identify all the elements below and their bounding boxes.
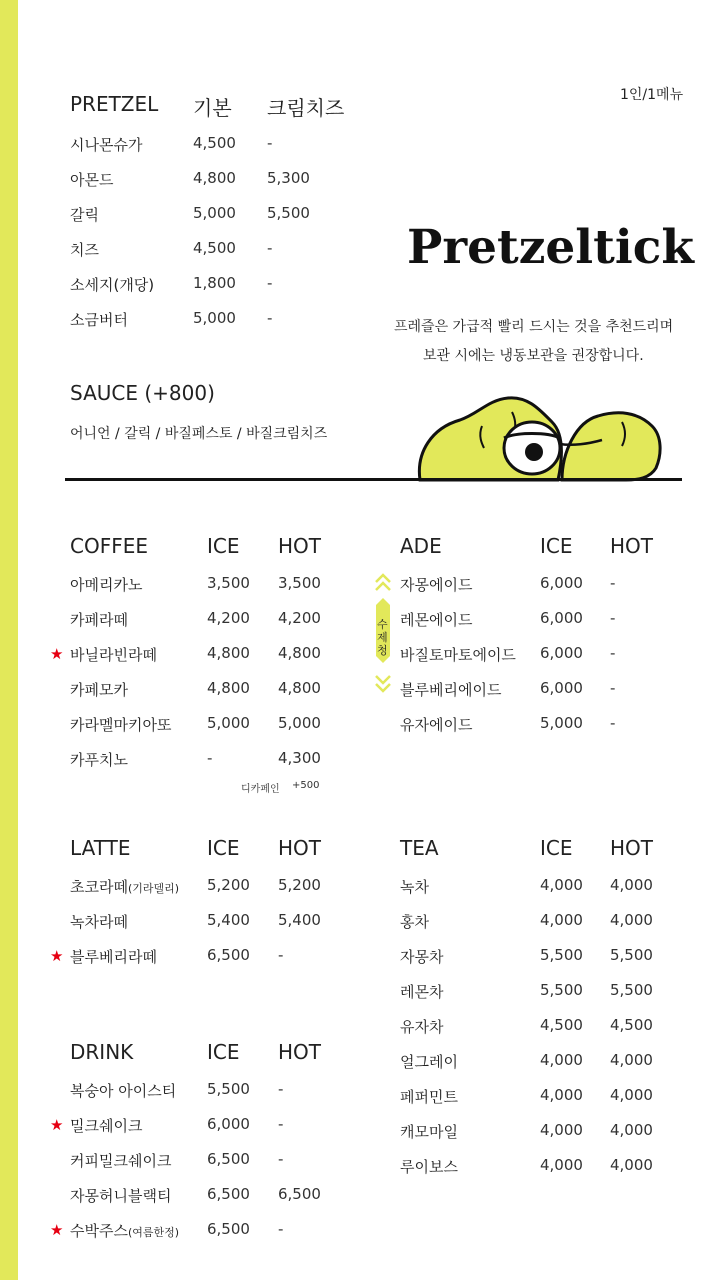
menu-item-price-ice: - [207, 749, 213, 767]
menu-item-price-ice: 5,000 [207, 714, 250, 732]
menu-item-name: 바닐라빈라떼 [70, 646, 157, 664]
menu-item-name: 복숭아 아이스티 [70, 1082, 177, 1100]
menu-item-name: 카라멜마키아또 [70, 716, 172, 734]
pretzel-col-basic: 기본 [193, 96, 232, 120]
menu-item-name: 블루베리라떼 [70, 948, 157, 966]
pretzel-title: PRETZEL [70, 92, 159, 116]
menu-item-price-cream: - [267, 309, 273, 327]
menu-item-price-basic: 4,500 [193, 239, 236, 257]
accent-side-bar [0, 0, 18, 1280]
menu-item-name: 자몽허니블랙티 [70, 1187, 172, 1205]
coffee-title: COFFEE [70, 534, 148, 558]
menu-item-name: 아몬드 [70, 171, 114, 189]
menu-item-price-ice: 6,500 [207, 1220, 250, 1238]
menu-item-sub: (여름한정) [127, 1226, 180, 1239]
menu-item-name: 페퍼민트 [400, 1088, 458, 1106]
menu-item-price-ice: 5,400 [207, 911, 250, 929]
menu-item-price-ice: 6,500 [207, 1150, 250, 1168]
menu-item-price-ice: 4,800 [207, 679, 250, 697]
menu-item-price-cream: - [267, 274, 273, 292]
sauce-list: 어니언 / 갈릭 / 바질페스토 / 바질크림치즈 [70, 426, 328, 442]
menu-item-price-hot: 5,500 [610, 981, 653, 999]
notice-line-2: 보관 시에는 냉동보관을 권장합니다. [423, 348, 644, 364]
menu-item-name [70, 876, 179, 897]
latte-title: LATTE [70, 836, 131, 860]
menu-item-price-hot: - [278, 1150, 284, 1168]
menu-item-price-ice: 6,000 [207, 1115, 250, 1133]
coffee-col-hot: HOT [278, 534, 321, 558]
badge-char: 제 [377, 631, 388, 644]
menu-item-price-hot: 4,500 [610, 1016, 653, 1034]
latte-col-hot: HOT [278, 836, 321, 860]
menu-item-price-hot: - [610, 679, 616, 697]
menu-item-price-ice: 5,500 [207, 1080, 250, 1098]
section-divider [65, 478, 682, 481]
menu-item-name: 카페라떼 [70, 611, 128, 629]
decaf-price: +500 [292, 780, 320, 791]
menu-item-name: 카페모카 [70, 681, 128, 699]
drink-col-ice: ICE [207, 1040, 240, 1064]
coffee-col-ice: ICE [207, 534, 240, 558]
menu-item-name: 아메리카노 [70, 576, 143, 594]
menu-item-price-ice: 3,500 [207, 574, 250, 592]
pretzel-col-creamcheese: 크림치즈 [267, 96, 345, 120]
menu-item-price-cream: - [267, 134, 273, 152]
menu-item-price-ice: 5,200 [207, 876, 250, 894]
menu-item-price-ice: 4,500 [540, 1016, 583, 1034]
menu-item-name: 자몽차 [400, 948, 444, 966]
menu-item-price-ice: 5,500 [540, 946, 583, 964]
menu-item-price-ice: 5,000 [540, 714, 583, 732]
menu-item-price-hot: 4,000 [610, 1121, 653, 1139]
latte-col-ice: ICE [207, 836, 240, 860]
tea-col-ice: ICE [540, 836, 573, 860]
menu-item-price-basic: 1,800 [193, 274, 236, 292]
menu-item-price-hot: 4,000 [610, 876, 653, 894]
menu-item-name: 녹차 [400, 878, 429, 896]
notice-line-1: 프레즐은 가급적 빨리 드시는 것을 추천드리며 [394, 319, 674, 335]
menu-item-price-ice: 4,000 [540, 1051, 583, 1069]
menu-item-price-hot: 4,000 [610, 911, 653, 929]
menu-item-price-hot: - [278, 1080, 284, 1098]
menu-item-name [70, 1220, 179, 1241]
menu-item-name: 커피밀크쉐이크 [70, 1152, 172, 1170]
menu-item-price-ice: 6,000 [540, 679, 583, 697]
menu-item-name: 블루베리에이드 [400, 681, 502, 699]
menu-item-price-hot: 6,500 [278, 1185, 321, 1203]
menu-item-name: 시나몬슈가 [70, 136, 143, 154]
menu-item-name: 캐모마일 [400, 1123, 458, 1141]
menu-item-price-basic: 5,000 [193, 204, 236, 222]
tea-col-hot: HOT [610, 836, 653, 860]
menu-item-price-ice: 4,000 [540, 876, 583, 894]
menu-item-name: 바질토마토에이드 [400, 646, 516, 664]
menu-item-price-ice: 4,000 [540, 1156, 583, 1174]
menu-item-price-hot: 5,500 [610, 946, 653, 964]
drink-title: DRINK [70, 1040, 134, 1064]
menu-item-name: 녹차라떼 [70, 913, 128, 931]
menu-item-name: 소금버터 [70, 311, 128, 329]
menu-item-price-ice: 4,000 [540, 1086, 583, 1104]
menu-item-name: 얼그레이 [400, 1053, 458, 1071]
menu-item-name: 소세지(개당) [70, 276, 155, 294]
menu-item-price-ice: 6,000 [540, 644, 583, 662]
menu-item-price-hot: - [610, 574, 616, 592]
menu-item-name: 유자에이드 [400, 716, 473, 734]
menu-item-price-ice: 4,200 [207, 609, 250, 627]
menu-item-name: 홍차 [400, 913, 429, 931]
menu-item-price-ice: 6,500 [207, 1185, 250, 1203]
drink-col-hot: HOT [278, 1040, 321, 1064]
menu-item-price-ice: 4,000 [540, 1121, 583, 1139]
ade-col-ice: ICE [540, 534, 573, 558]
menu-item-name: 레몬에이드 [400, 611, 473, 629]
menu-item-label: 수박주스 [70, 1222, 128, 1240]
menu-item-price-cream: 5,500 [267, 204, 310, 222]
menu-item-price-cream: - [267, 239, 273, 257]
recommended-star-icon: ★ [50, 1116, 64, 1134]
menu-item-price-hot: 3,500 [278, 574, 321, 592]
menu-item-price-cream: 5,300 [267, 169, 310, 187]
menu-item-price-hot: 4,800 [278, 644, 321, 662]
badge-char: 청 [377, 644, 388, 657]
menu-item-name: 루이보스 [400, 1158, 458, 1176]
menu-item-name: 자몽에이드 [400, 576, 473, 594]
menu-item-price-ice: 6,500 [207, 946, 250, 964]
menu-item-price-hot: - [278, 946, 284, 964]
recommended-star-icon: ★ [50, 947, 64, 965]
sauce-title: SAUCE (+800) [70, 381, 215, 405]
badge-char: 수 [377, 618, 388, 631]
menu-item-price-basic: 5,000 [193, 309, 236, 327]
menu-item-name: 카푸치노 [70, 751, 128, 769]
menu-item-price-hot: - [278, 1115, 284, 1133]
menu-item-price-ice: 4,000 [540, 911, 583, 929]
menu-item-price-hot: 5,000 [278, 714, 321, 732]
ade-title: ADE [400, 534, 442, 558]
menu-item-price-hot: 4,300 [278, 749, 321, 767]
menu-item-price-ice: 6,000 [540, 574, 583, 592]
menu-item-name: 유자차 [400, 1018, 444, 1036]
menu-item-price-ice: 6,000 [540, 609, 583, 627]
menu-item-price-hot: - [610, 714, 616, 732]
menu-item-price-hot: 4,200 [278, 609, 321, 627]
menu-item-name: 밀크쉐이크 [70, 1117, 143, 1135]
menu-item-price-basic: 4,500 [193, 134, 236, 152]
menu-item-price-hot: 4,000 [610, 1156, 653, 1174]
menu-item-price-hot: 4,800 [278, 679, 321, 697]
menu-item-name: 레몬차 [400, 983, 444, 1001]
menu-item-price-hot: - [278, 1220, 284, 1238]
recommended-star-icon: ★ [50, 1221, 64, 1239]
menu-item-price-hot: 4,000 [610, 1086, 653, 1104]
decaf-note: 디카페인 [241, 784, 280, 795]
menu-item-price-hot: - [610, 644, 616, 662]
menu-item-price-hot: 5,400 [278, 911, 321, 929]
menu-item-price-ice: 4,800 [207, 644, 250, 662]
menu-item-label: 초코라떼 [70, 878, 128, 896]
brand-logo: Pretzeltick [407, 220, 694, 275]
ade-col-hot: HOT [610, 534, 653, 558]
menu-item-price-hot: 5,200 [278, 876, 321, 894]
menu-item-price-hot: - [610, 609, 616, 627]
serving-note: 1인/1메뉴 [620, 87, 684, 103]
menu-item-name: 치즈 [70, 241, 99, 259]
pretzel-mascot-icon [412, 392, 672, 482]
menu-item-sub: (기라델리) [127, 882, 180, 895]
recommended-star-icon: ★ [50, 645, 64, 663]
menu-item-price-ice: 5,500 [540, 981, 583, 999]
menu-item-name: 갈릭 [70, 206, 99, 224]
menu-item-price-hot: 4,000 [610, 1051, 653, 1069]
tea-title: TEA [400, 836, 439, 860]
menu-item-price-basic: 4,800 [193, 169, 236, 187]
